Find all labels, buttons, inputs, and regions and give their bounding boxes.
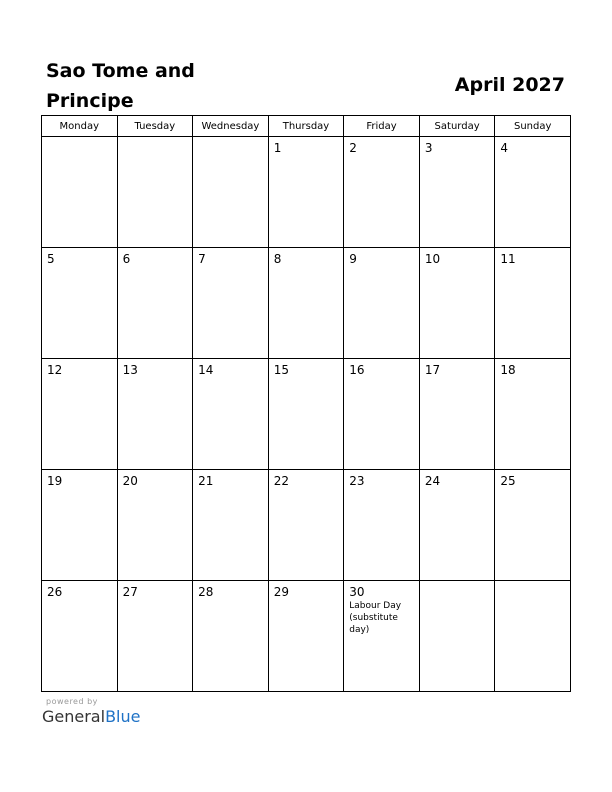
weekday-header-tuesday: Tuesday [117,116,193,137]
weekday-header-sunday: Sunday [495,116,571,137]
day-number: 21 [198,474,214,488]
day-cell [193,359,269,470]
month-year-title: April 2027 [454,74,565,96]
day-cell [268,248,344,359]
day-number: 11 [500,252,516,266]
day-number: 23 [349,474,365,488]
day-cell [419,581,495,692]
day-number: 9 [349,252,357,266]
day-cell [419,248,495,359]
calendar-week-row [42,581,571,692]
day-number: 24 [424,474,441,488]
day-cell [419,137,495,248]
day-number: 12 [47,363,63,377]
brand-blue-text: Blue [105,707,141,726]
calendar-grid [41,115,571,692]
day-number: 30 [349,585,365,599]
day-cell [42,470,118,581]
day-cell [495,581,571,692]
day-cell [117,137,193,248]
day-number: 28 [198,585,214,599]
day-cell [193,248,269,359]
country-title: Sao Tome and Principe [46,60,195,112]
day-cell [42,248,118,359]
day-cell [42,359,118,470]
day-number: 10 [424,252,441,266]
day-cell [344,359,420,470]
day-cell [42,137,118,248]
weekday-header-row [42,116,571,137]
calendar-week-row [42,470,571,581]
day-number: 13 [122,363,138,377]
day-cell [193,581,269,692]
day-cell [117,470,193,581]
day-number: 17 [424,363,441,377]
day-number: 7 [198,252,206,266]
day-number: 22 [273,474,289,488]
footer-branding [42,697,140,726]
calendar-week-row [42,359,571,470]
day-cell [268,470,344,581]
weekday-header-monday: Monday [42,116,118,137]
day-cell [495,359,571,470]
day-cell [344,470,420,581]
day-number: 5 [47,252,55,266]
day-number: 4 [500,141,509,155]
day-cell [193,137,269,248]
day-cell [268,359,344,470]
day-cell [419,359,495,470]
day-cell [495,137,571,248]
day-cell [268,137,344,248]
weekday-header-friday: Friday [344,116,420,137]
day-number: 14 [198,363,214,377]
day-cell [495,470,571,581]
day-cell [193,470,269,581]
weekday-header-thursday: Thursday [268,116,344,137]
weekday-header-wednesday: Wednesday [193,116,269,137]
day-number: 1 [273,141,282,155]
day-number: 3 [424,141,433,155]
day-number: 19 [47,474,63,488]
day-cell [419,470,495,581]
calendar-week-row [42,137,571,248]
holiday-label: Labour Day (substitute day) [349,601,402,635]
generalblue-logo [42,707,140,726]
day-cell [344,137,420,248]
day-cell [268,581,344,692]
day-cell [117,581,193,692]
day-number: 26 [47,585,63,599]
brand-general-text: General [42,707,106,726]
day-number: 27 [122,585,138,599]
day-cell [344,581,420,692]
day-cell [117,248,193,359]
day-cell [495,248,571,359]
powered-by-label: powered by [46,697,98,706]
day-cell [117,359,193,470]
day-number: 29 [273,585,289,599]
day-number: 25 [500,474,516,488]
day-cell [344,248,420,359]
day-number: 16 [349,363,365,377]
day-number: 15 [273,363,289,377]
day-cell [42,581,118,692]
day-number: 8 [273,252,282,266]
day-number: 18 [500,363,516,377]
day-number: 2 [349,141,357,155]
day-number: 20 [122,474,138,488]
weekday-header-saturday: Saturday [419,116,495,137]
day-number: 6 [122,252,131,266]
calendar-week-row [42,248,571,359]
